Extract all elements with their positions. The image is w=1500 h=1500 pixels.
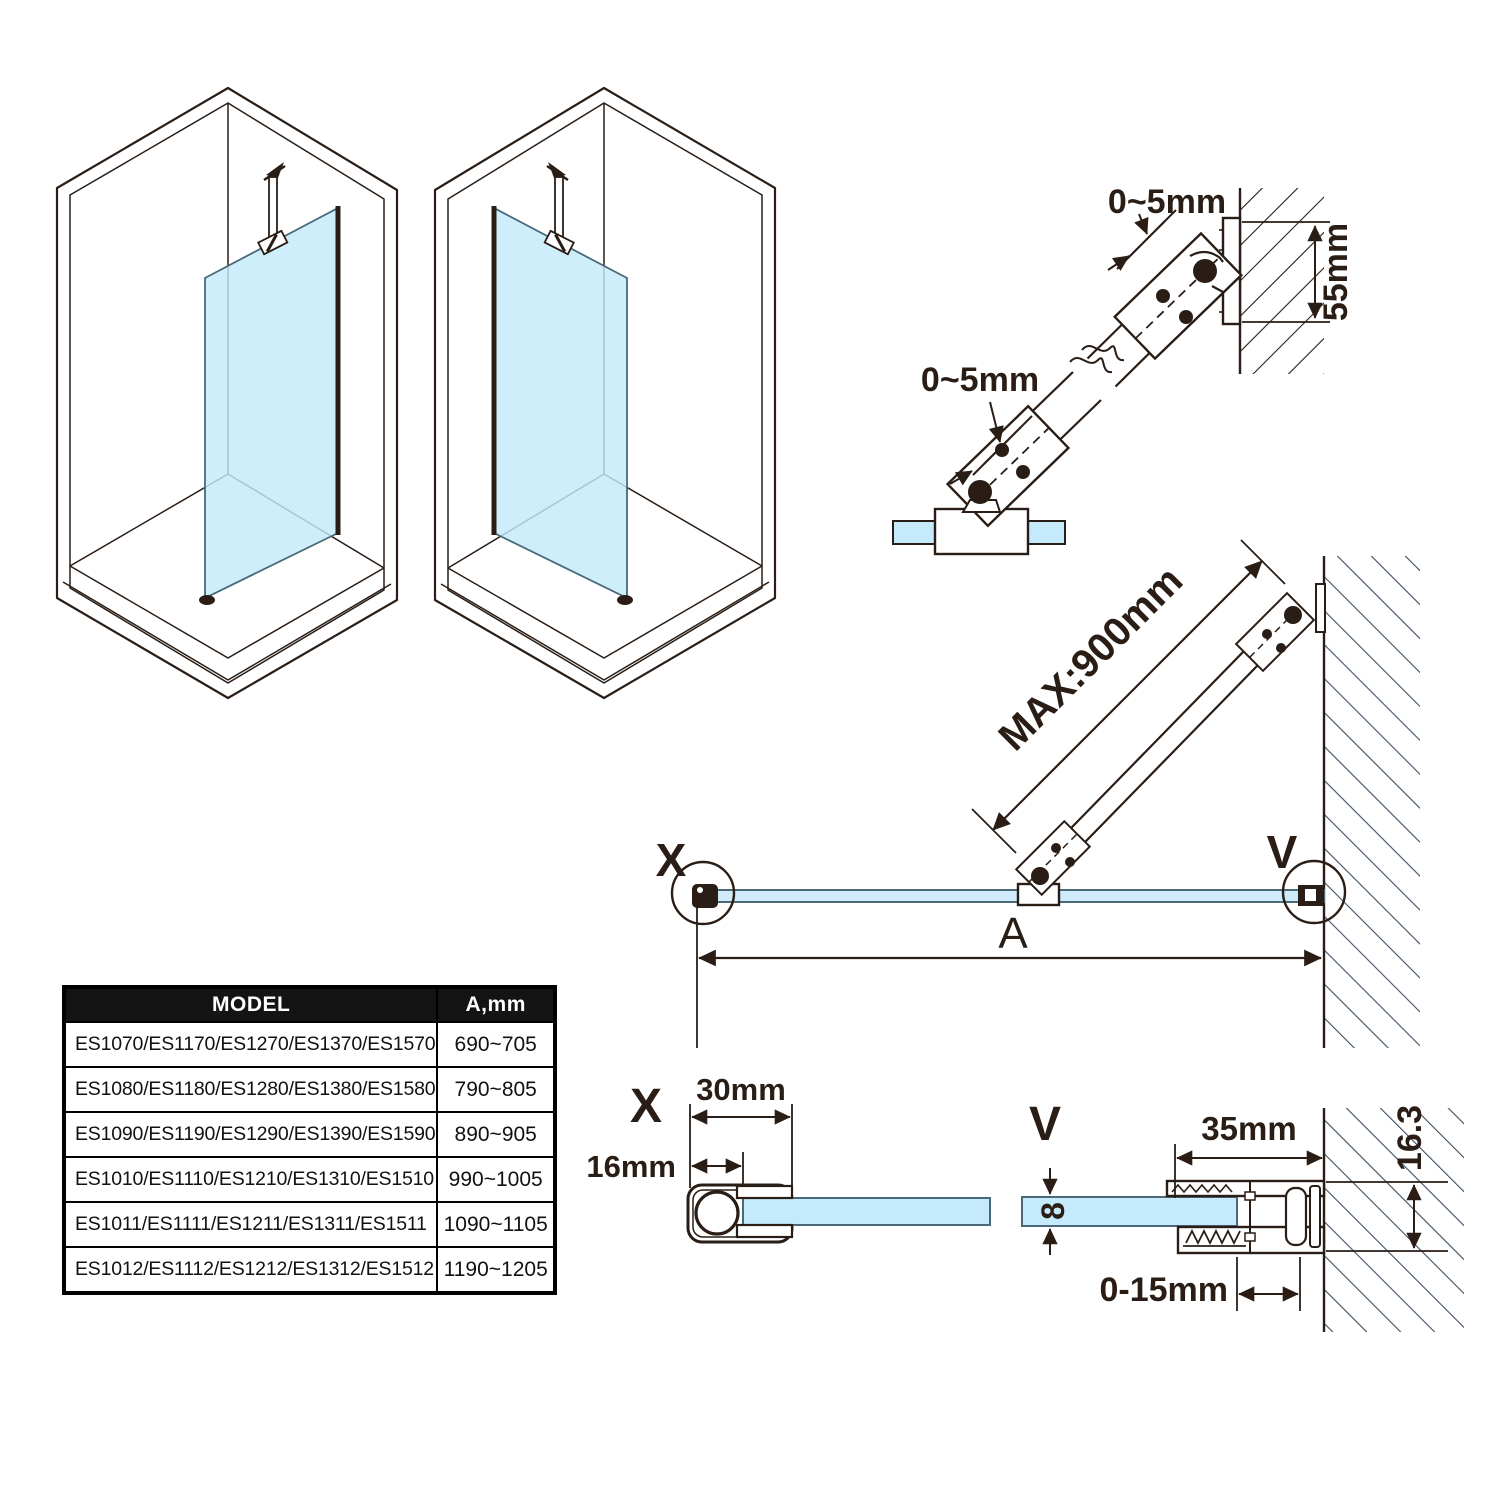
- wall-mount-plate: [1316, 584, 1325, 632]
- detail-x-section: [688, 1104, 990, 1242]
- detail-v-title: V: [1028, 1098, 1062, 1151]
- wall-swivel-bracket: [1236, 593, 1314, 671]
- a-range: 890~905: [437, 1112, 555, 1157]
- glass-panel: [205, 208, 338, 598]
- floor-foot: [617, 595, 633, 605]
- table-row: [64, 1112, 555, 1157]
- a-range: 790~805: [437, 1067, 555, 1112]
- support-bar-max-label: MAX:900mm: [990, 558, 1192, 760]
- glass-thickness-label: 8: [1035, 1202, 1071, 1220]
- detail-x-title: X: [629, 1080, 663, 1133]
- table-row: [64, 1067, 555, 1112]
- glass-panel: [494, 208, 627, 598]
- wall-hatch: [1324, 556, 1420, 1048]
- ceiling-bracket-head: [266, 162, 284, 178]
- round-bar-bore: [696, 1192, 738, 1234]
- model-codes: ES1070/ES1170/ES1270/ES1370/ES1570: [64, 1022, 437, 1067]
- dim-16mm-label: 16mm: [586, 1149, 676, 1184]
- iso-view-left: [57, 88, 397, 698]
- gap-top-label: 0~5mm: [1107, 183, 1227, 221]
- table-row: [64, 1202, 555, 1247]
- pivot-pin: [1193, 259, 1217, 283]
- table-row: [64, 1157, 555, 1202]
- dim-35mm-label: 35mm: [1201, 1110, 1297, 1147]
- clamp-jaw-top: [737, 1186, 792, 1198]
- pivot-pin: [968, 480, 992, 504]
- wall-hatch: [1240, 188, 1324, 374]
- dim-0-15mm: [1237, 1257, 1300, 1311]
- model-codes: ES1011/ES1111/ES1211/ES1311/ES1511: [64, 1202, 437, 1247]
- dim-30mm-label: 30mm: [696, 1072, 786, 1107]
- free-end-profile: [692, 884, 718, 908]
- support-bar: [269, 177, 277, 239]
- a-range: 990~1005: [437, 1157, 555, 1202]
- plan-view: [672, 540, 1420, 1048]
- gap-bottom-label: 0~5mm: [920, 361, 1040, 399]
- model-codes: ES1090/ES1190/ES1290/ES1390/ES1590: [64, 1112, 437, 1157]
- wall-strip: [1310, 1186, 1320, 1247]
- iso-view-right: [435, 88, 775, 698]
- wall-plate-height-label: 55mm: [1317, 222, 1355, 322]
- detail-v-callout-label: V: [1266, 826, 1298, 878]
- detail-x-callout-label: X: [655, 834, 687, 886]
- dim-max-900: [972, 540, 1285, 853]
- model-codes: ES1012/ES1112/ES1212/ES1312/ES1512: [64, 1247, 437, 1293]
- floor-foot: [199, 595, 215, 605]
- a-range: 1190~1205: [437, 1247, 555, 1293]
- model-codes: ES1010/ES1110/ES1210/ES1310/ES1510: [64, 1157, 437, 1202]
- dim-16-3-label: 16.3: [1391, 1104, 1429, 1172]
- a-range: 1090~1105: [437, 1202, 555, 1247]
- glass-section: [743, 1198, 990, 1225]
- header-a-mm: A,mm: [437, 987, 555, 1022]
- width-a-label: A: [998, 909, 1028, 958]
- a-range: 690~705: [437, 1022, 555, 1067]
- support-bar: [555, 177, 563, 239]
- table-row: [64, 1022, 555, 1067]
- table-row: [64, 1247, 555, 1293]
- dim-0-15mm-label: 0-15mm: [1099, 1271, 1228, 1309]
- screw-slot: [1286, 1188, 1306, 1245]
- model-table: [62, 985, 557, 1295]
- table-header-row: [64, 987, 555, 1022]
- glass-panel-plan: [700, 890, 1324, 902]
- header-model: MODEL: [64, 987, 437, 1022]
- model-codes: ES1080/ES1180/ES1280/ES1380/ES1580: [64, 1067, 437, 1112]
- dim-30mm: [690, 1104, 792, 1188]
- clamp-jaw-bottom: [737, 1225, 792, 1237]
